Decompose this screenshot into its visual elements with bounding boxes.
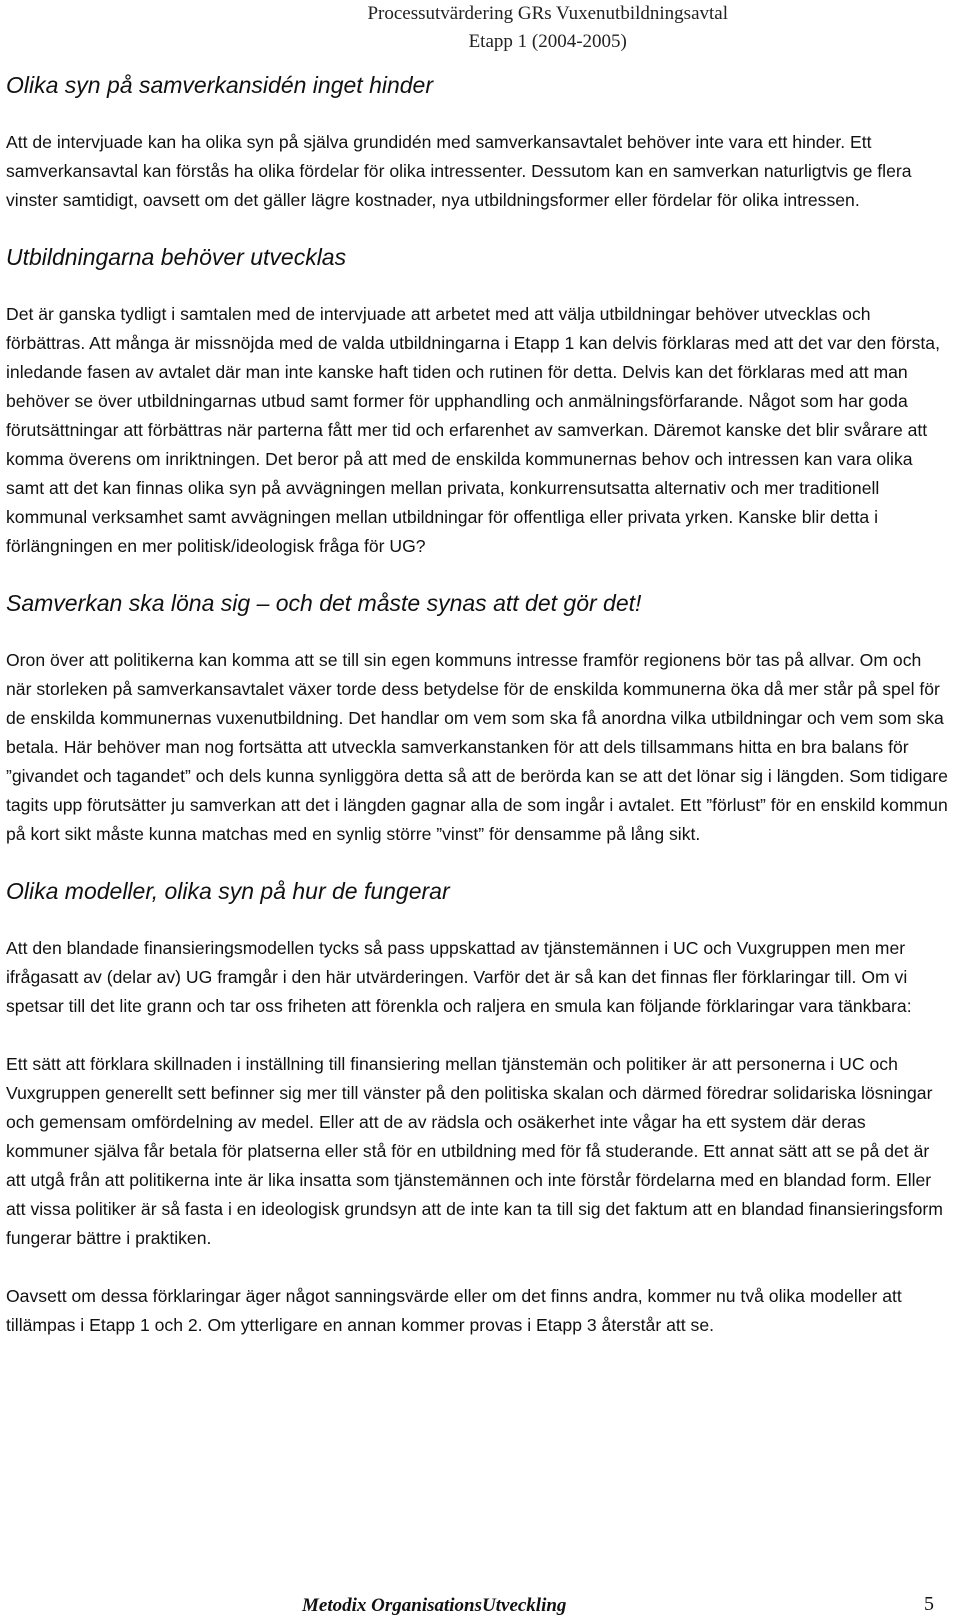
document-body: [6, 60, 950, 1340]
header-subtitle: Etapp 1 (2004-2005): [468, 31, 627, 52]
section-heading: Samverkan ska löna sig – och det måste synas att det gör det!: [6, 590, 642, 616]
paragraph: Oavsett om dessa förklaringar äger något sanningsvärde eller om det finns andra, kommer nu två olika modeller att tillämpas i Etapp 1 och 2. Om ytterligare en annan kommer provas i Etapp 3 återstår att se.: [6, 1286, 902, 1335]
header-title: Processutvärdering GRs Vuxenutbildningsavtal: [367, 3, 728, 24]
paragraph: Det är ganska tydligt i samtalen med de intervjuade att arbetet med att välja utbildningar behöver utvecklas och förbättras. Att många är missnöjda med de valda utbildningarna i Etapp 1 kan delvis förklaras med att det var den första, inledande fasen av avtalet där man inte kanske haft tiden och rutinen för detta. Delvis kan det förklaras med att man behöver se över utbildningarnas utbud samt former för upphandling och anmälningsförfarande. Något som har goda förutsättningar att förbättras när parterna fått mer tid och erfarenhet av samverkan. Däremot kanske det blir svårare att komma överens om inriktningen. Det beror på att med de enskilda kommunernas behov och intressen kan vara olika samt att det kan finnas olika syn på avvägningen mellan privata, konkurrensutsatta alternativ och mer traditionell kommunal verksamhet samt avvägningen mellan utbildningar för offentliga eller privata yrken. Kanske blir detta i förlängningen en mer politisk/ideologisk fråga för UG?: [6, 304, 940, 556]
page-number: 5: [924, 1593, 934, 1615]
footer-title: Metodix OrganisationsUtveckling: [302, 1595, 567, 1616]
paragraph: Oron över att politikerna kan komma att se till sin egen kommuns intresse framför regionens bör tas på allvar. Om och när storleken på samverkansavtalet växer torde dess betydelse för de enskilda kommunerna öka då mer står på spel för de enskilda kommunernas vuxenutbildning. Det handlar om vem som ska få anordna vilka utbildningar och vem som ska betala. Här behöver man nog fortsätta att utveckla samverkanstanken för att dels tillsammans hitta en bra balans för ”givandet och tagandet” och dels kunna synliggöra detta så att de berörda kan se att det lönar sig i längden. Som tidigare tagits upp förutsätter ju samverkan att det i längden gagnar alla de som ingår i avtalet. Ett ”förlust” för en enskild kommun på kort sikt måste kunna matchas med en synlig större ”vinst” för densamme på lång sikt.: [6, 650, 948, 844]
paragraph: Att den blandade finansieringsmodellen tycks så pass uppskattad av tjänstemännen i UC och Vuxgruppen men mer ifrågasatt av (delar av) UG framgår i den här utvärderingen. Varför det är så kan det finnas fler förklaringar till. Om vi spetsar till det lite grann och tar oss friheten att förenkla och raljera en smula kan följande förklaringar vara tänkbara:: [6, 938, 912, 1016]
page-header: [367, 0, 728, 56]
paragraph: Att de intervjuade kan ha olika syn på själva grundidén med samverkansavtalet behöver inte vara ett hinder. Ett samverkansavtal kan förstås ha olika fördelar för olika intressenter. Dessutom kan en samverkan naturligtvis ge flera vinster samtidigt, oavsett om det gäller lägre kostnader, nya utbildningsformer eller fördelar för olika intressen.: [6, 132, 912, 210]
section-heading: Utbildningarna behöver utvecklas: [6, 244, 347, 270]
paragraph: Ett sätt att förklara skillnaden i inställning till finansiering mellan tjänstemän och politiker är att personerna i UC och Vuxgruppen generellt sett befinner sig mer till vänster på den politiska skalan och därmed föredrar solidariska lösningar och gemensam omfördelning av medel. Eller att de av rädsla och osäkerhet inte vågar ha ett system där deras kommuner själva får betala för platserna eller stå för en utbildning med för få studerande. Ett annat sätt att se på det är att utgå från att politikerna inte är lika insatta som tjänstemännen och inte förstår fördelarna med en blandad form. Eller att vissa politiker är så fasta i en ideologisk grundsyn att de inte kan ta till sig det faktum att en blandad finansieringsform fungerar bättre i praktiken.: [6, 1054, 943, 1248]
section-heading: Olika modeller, olika syn på hur de fungerar: [6, 878, 450, 904]
section-heading: Olika syn på samverkansidén inget hinder: [6, 72, 434, 98]
